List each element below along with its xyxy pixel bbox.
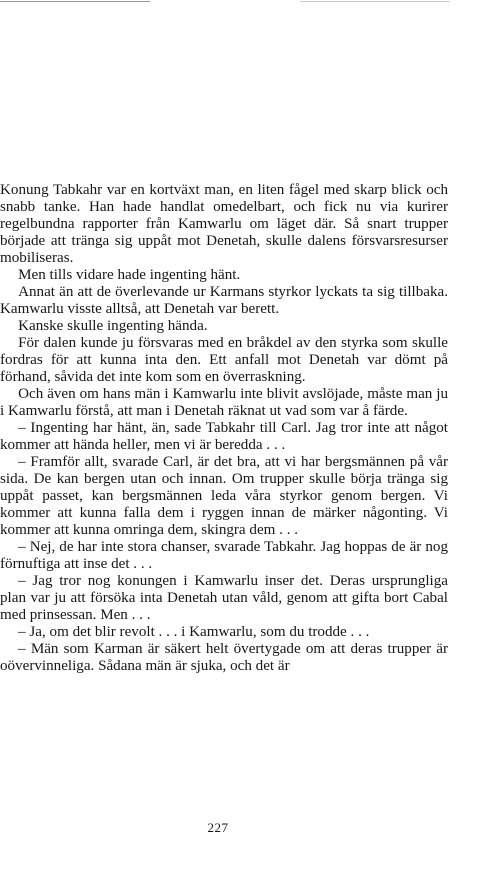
paragraph: – Jag tror nog konungen i Kamwarlu inser det. Deras ursprungliga plan var ju att försöka inta Denetah utan våld, genom att gifta bort Cabal med prinsessan. Men . . . — [0, 573, 448, 623]
paragraph: – Ja, om det blir revolt . . . i Kamwarlu, som du trodde . . . — [18, 624, 370, 640]
paragraph: Kanske skulle ingenting hända. — [18, 318, 208, 334]
page-number: 227 — [207, 820, 229, 835]
paragraph: Men tills vidare hade ingenting hänt. — [18, 267, 241, 283]
paragraph: Konung Tabkahr var en kortväxt man, en liten fågel med skarp blick och snabb tanke. Han hade handlat omedelbart, och fick nu via kurirer regelbundna rapporter från Kamwarlu om läget där. Så snart trupper började att tränga sig uppåt mot Denetah, skulle dalens försvarsresurser mobiliseras. — [0, 182, 448, 266]
body-text — [0, 182, 448, 675]
paragraph: – Nej, de har inte stora chanser, svarade Tabkahr. Jag hoppas de är nog förnuftiga att inse det . . . — [0, 539, 448, 572]
paragraph: – Ingenting har hänt, än, sade Tabkahr till Carl. Jag tror inte att något kommer att hända heller, men vi är beredda . . . — [0, 420, 448, 453]
paragraph: – Män som Karman är säkert helt övertygade om att deras trupper är oövervinneliga. Sådana män är sjuka, och det är — [0, 641, 448, 674]
paragraph: – Framför allt, svarade Carl, är det bra, att vi har bergsmännen på vår sida. De kan bergen utan och innan. Om trupper skulle börja tränga sig uppåt passet, kan bergsmännen leda våra styrkor genom bergen. Vi kommer att kunna falla dem i ryggen innan de märker någonting. Vi kommer att kunna omringa dem, skingra dem . . . — [0, 454, 448, 538]
paragraph: För dalen kunde ju försvaras med en bråkdel av den styrka som skulle fordras för att kunna inta den. Ett anfall mot Denetah var dömt på förhand, såvida det inte kom som en överraskning. — [0, 335, 448, 385]
top-edge-rule — [300, 1, 450, 2]
top-edge-rule — [0, 1, 150, 2]
paragraph: Och även om hans män i Kamwarlu inte blivit avslöjade, måste man ju i Kamwarlu förstå, att man i Denetah räknat ut vad som var å färde. — [0, 386, 448, 419]
paragraph: Annat än att de överlevande ur Karmans styrkor lyckats ta sig tillbaka. Kamwarlu visste alltså, att Denetah var berett. — [0, 284, 448, 317]
